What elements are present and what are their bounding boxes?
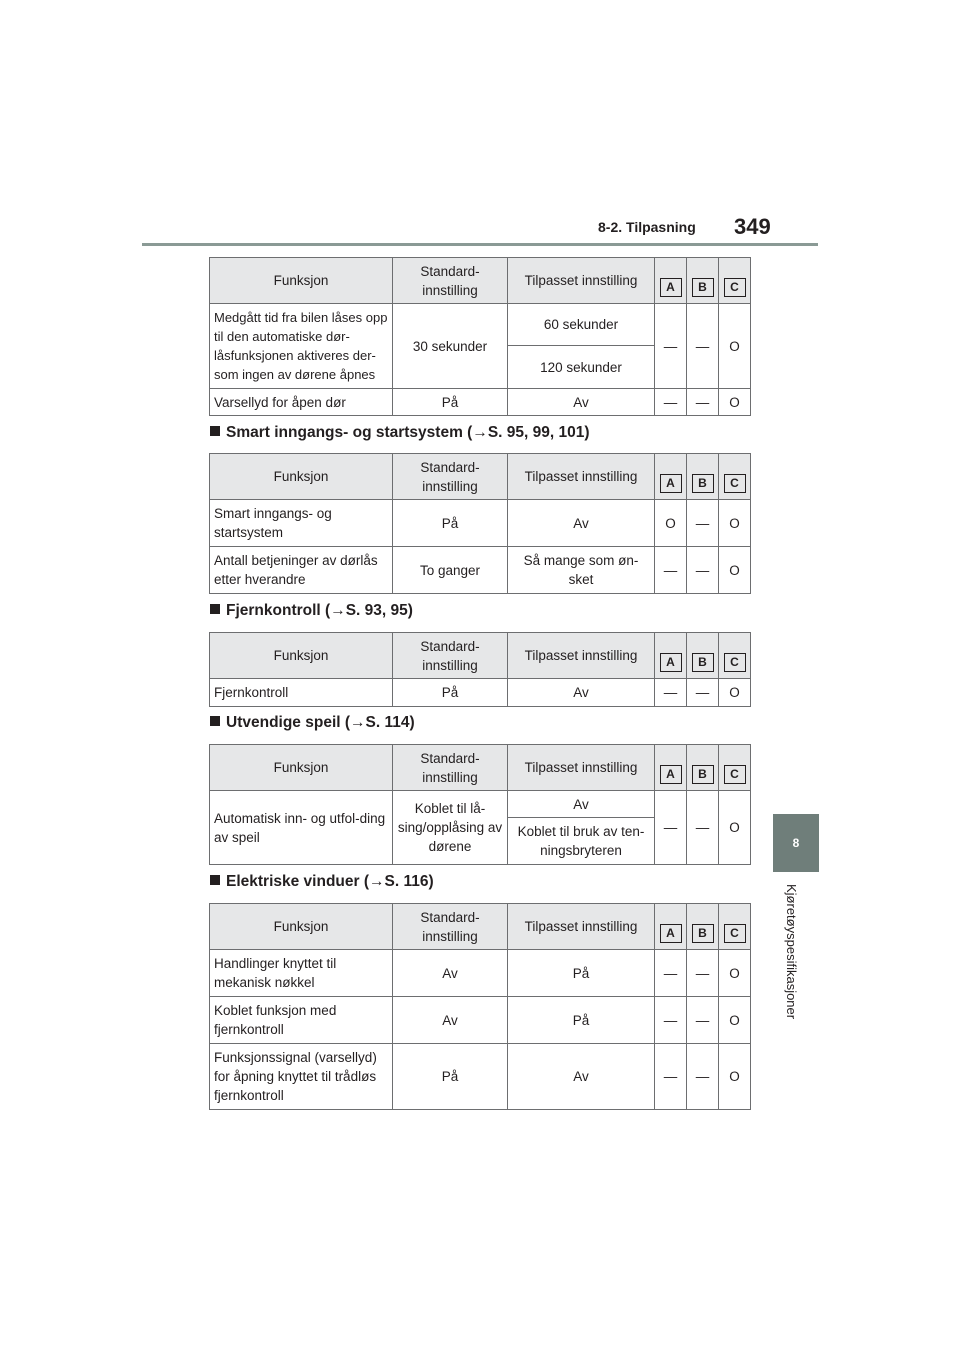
header-a: A [655, 454, 687, 500]
header-a: A [655, 258, 687, 304]
header-funksjon: Funksjon [210, 633, 393, 679]
cell-b: — [687, 950, 719, 997]
cell-standard: Av [393, 950, 508, 997]
table-header-row [210, 454, 751, 500]
cell-tilpasset: Av [508, 679, 655, 707]
header-c: C [719, 633, 751, 679]
header-c: C [719, 258, 751, 304]
header-standard: Standard- innstilling [393, 454, 508, 500]
cell-tilpasset: 120 sekunder [508, 346, 655, 389]
cell-funksjon: Automatisk inn- og utfol-ding av speil [210, 791, 393, 865]
cell-funksjon: Handlinger knyttet til mekanisk nøkkel [210, 950, 393, 997]
header-tilpasset: Tilpasset innstilling [508, 745, 655, 791]
header-c: C [719, 745, 751, 791]
cell-b: — [687, 679, 719, 707]
header-b: B [687, 904, 719, 950]
bullet-square-icon [210, 875, 220, 885]
header-funksjon: Funksjon [210, 454, 393, 500]
cell-a: O [655, 500, 687, 547]
cell-standard: Koblet til lå-sing/opplåsing av dørene [393, 791, 508, 865]
cell-a: — [655, 1044, 687, 1110]
table-remote [209, 632, 751, 707]
cell-tilpasset: På [508, 950, 655, 997]
table-row [210, 679, 751, 707]
table-row [210, 997, 751, 1044]
cell-a: — [655, 997, 687, 1044]
header-tilpasset: Tilpasset innstilling [508, 454, 655, 500]
cell-b: — [687, 389, 719, 416]
cell-a: — [655, 304, 687, 389]
cell-standard: På [393, 389, 508, 416]
chapter-tab [773, 814, 819, 872]
cell-a: — [655, 679, 687, 707]
chapter-number: 8 [792, 836, 800, 850]
cell-funksjon: Smart inngangs- og startsystem [210, 500, 393, 547]
table-row [210, 304, 751, 346]
header-funksjon: Funksjon [210, 904, 393, 950]
header-b: B [687, 258, 719, 304]
cell-c: O [719, 389, 751, 416]
cell-a: — [655, 547, 687, 594]
cell-c: O [719, 1044, 751, 1110]
cell-c: O [719, 547, 751, 594]
header-standard: Standard- innstilling [393, 258, 508, 304]
table-row [210, 950, 751, 997]
bullet-square-icon [210, 426, 220, 436]
cell-b: — [687, 791, 719, 865]
cell-tilpasset: Av [508, 389, 655, 416]
cell-standard: På [393, 679, 508, 707]
header-standard: Standard- innstilling [393, 745, 508, 791]
table-row [210, 547, 751, 594]
cell-b: — [687, 500, 719, 547]
header-a: A [655, 904, 687, 950]
table-smart-entry [209, 453, 751, 594]
cell-a: — [655, 950, 687, 997]
cell-tilpasset: Av [508, 1044, 655, 1110]
section-title-remote: Fjernkontroll (→S. 93, 95) [210, 602, 413, 620]
cell-b: — [687, 1044, 719, 1110]
cell-tilpasset: Koblet til bruk av ten-ningsbryteren [508, 818, 655, 865]
table-header-row [210, 904, 751, 950]
header-b: B [687, 633, 719, 679]
cell-c: O [719, 679, 751, 707]
cell-c: O [719, 791, 751, 865]
bullet-square-icon [210, 716, 220, 726]
header-divider [142, 243, 818, 246]
table-row [210, 791, 751, 818]
cell-funksjon: Varsellyd for åpen dør [210, 389, 393, 416]
section-title-mirrors: Utvendige speil (→S. 114) [210, 714, 415, 732]
header-c: C [719, 454, 751, 500]
header-tilpasset: Tilpasset innstilling [508, 904, 655, 950]
header-a: A [655, 745, 687, 791]
header-b: B [687, 454, 719, 500]
cell-standard: 30 sekunder [393, 304, 508, 389]
section-title-smart-entry: Smart inngangs- og startsystem (→S. 95, 99, 101) [210, 424, 590, 442]
cell-standard: På [393, 1044, 508, 1110]
header-funksjon: Funksjon [210, 745, 393, 791]
header-standard: Standard- innstilling [393, 633, 508, 679]
bullet-square-icon [210, 604, 220, 614]
cell-tilpasset: Så mange som øn-sket [508, 547, 655, 594]
header-tilpasset: Tilpasset innstilling [508, 258, 655, 304]
table-header-row [210, 258, 751, 304]
cell-a: — [655, 389, 687, 416]
table-row [210, 500, 751, 547]
header-b: B [687, 745, 719, 791]
chapter-label: Kjøretøyspesifikasjoner [784, 884, 799, 1020]
section-title-windows: Elektriske vinduer (→S. 116) [210, 873, 434, 891]
cell-funksjon: Koblet funksjon med fjernkontroll [210, 997, 393, 1044]
header-a: A [655, 633, 687, 679]
table-mirrors [209, 744, 751, 865]
header-c: C [719, 904, 751, 950]
cell-c: O [719, 997, 751, 1044]
cell-standard: To ganger [393, 547, 508, 594]
cell-standard: Av [393, 997, 508, 1044]
cell-tilpasset: Av [508, 500, 655, 547]
header-funksjon: Funksjon [210, 258, 393, 304]
header-tilpasset: Tilpasset innstilling [508, 633, 655, 679]
header-standard: Standard- innstilling [393, 904, 508, 950]
cell-c: O [719, 500, 751, 547]
cell-tilpasset: Av [508, 791, 655, 818]
table-windows [209, 903, 751, 1110]
table-row [210, 1044, 751, 1110]
cell-standard: På [393, 500, 508, 547]
cell-b: — [687, 997, 719, 1044]
page-number: 349 [734, 214, 771, 239]
section-heading: 8-2. Tilpasning [598, 219, 696, 235]
cell-funksjon: Funksjonssignal (varsellyd) for åpning knyttet til trådløs fjernkontroll [210, 1044, 393, 1110]
cell-funksjon: Antall betjeninger av dørlås etter hverandre [210, 547, 393, 594]
table-header-row [210, 633, 751, 679]
cell-b: — [687, 547, 719, 594]
cell-c: O [719, 304, 751, 389]
cell-funksjon: Medgått tid fra bilen låses opp til den automatiske dør-låsfunksjonen aktiveres der-som ingen av dørene åpnes [210, 304, 393, 389]
cell-c: O [719, 950, 751, 997]
table-row [210, 389, 751, 416]
cell-b: — [687, 304, 719, 389]
cell-tilpasset: 60 sekunder [508, 304, 655, 346]
table-door-lock [209, 257, 751, 416]
cell-a: — [655, 791, 687, 865]
cell-funksjon: Fjernkontroll [210, 679, 393, 707]
table-header-row [210, 745, 751, 791]
cell-tilpasset: På [508, 997, 655, 1044]
